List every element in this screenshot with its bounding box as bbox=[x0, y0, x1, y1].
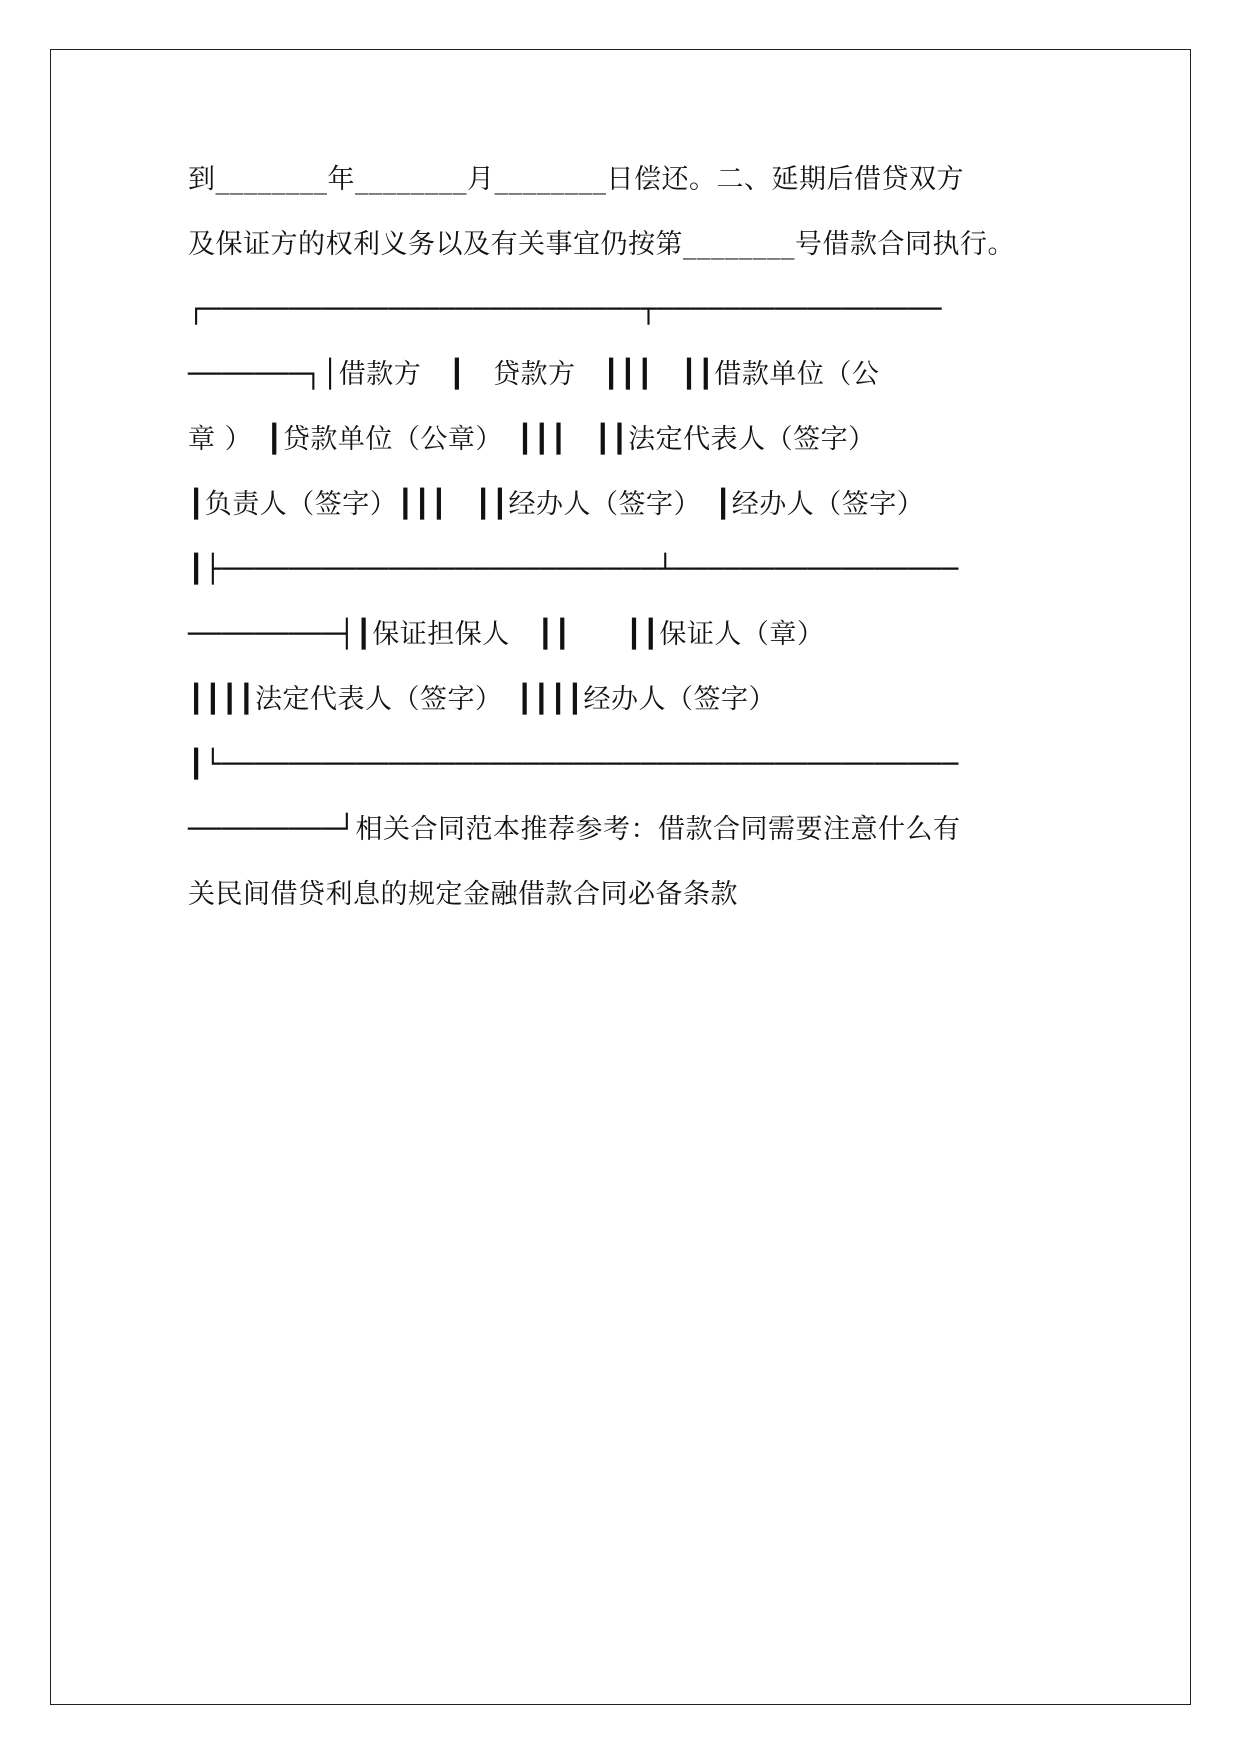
text-line-1: 到________年________月________日偿还。二、延期后借贷双方 bbox=[188, 164, 964, 195]
table-row-borrower-lender: ───────┐│借款方 ┃ 贷款方 ┃┃┃ ┃┃借款单位（公 bbox=[188, 359, 880, 390]
table-row-legal-representative: ┃┃┃┃法定代表人（签字） ┃┃┃┃经办人（签字） bbox=[188, 684, 777, 715]
table-top-border-line: ┌──────────────────────────┬───────────────── bbox=[188, 294, 942, 325]
related-templates-line: ─────────┘相关合同范本推荐参考：借款合同需要注意什么有 bbox=[188, 814, 961, 845]
table-row-responsible-person: ┃负责人（签字）┃┃┃ ┃┃经办人（签字） ┃经办人（签字） bbox=[188, 489, 925, 520]
table-bottom-border-line: ┃└──────────────────────────────────────────── bbox=[188, 749, 959, 780]
related-templates-line-2: 关民间借贷利息的规定金融借款合同必备条款 bbox=[188, 879, 738, 910]
document-body bbox=[188, 156, 1078, 936]
table-row-guarantor: ─────────┤┃保证担保人 ┃┃ ┃┃保证人（章） bbox=[188, 619, 825, 650]
text-line-2: 及保证方的权利义务以及有关事宜仍按第________号借款合同执行。 bbox=[188, 229, 1015, 260]
table-row-unit-seal: 章 ） ┃贷款单位（公章） ┃┃┃ ┃┃法定代表人（签字） bbox=[188, 424, 876, 455]
table-middle-border-line: ┃├──────────────────────────┴───────────────── bbox=[188, 554, 959, 585]
